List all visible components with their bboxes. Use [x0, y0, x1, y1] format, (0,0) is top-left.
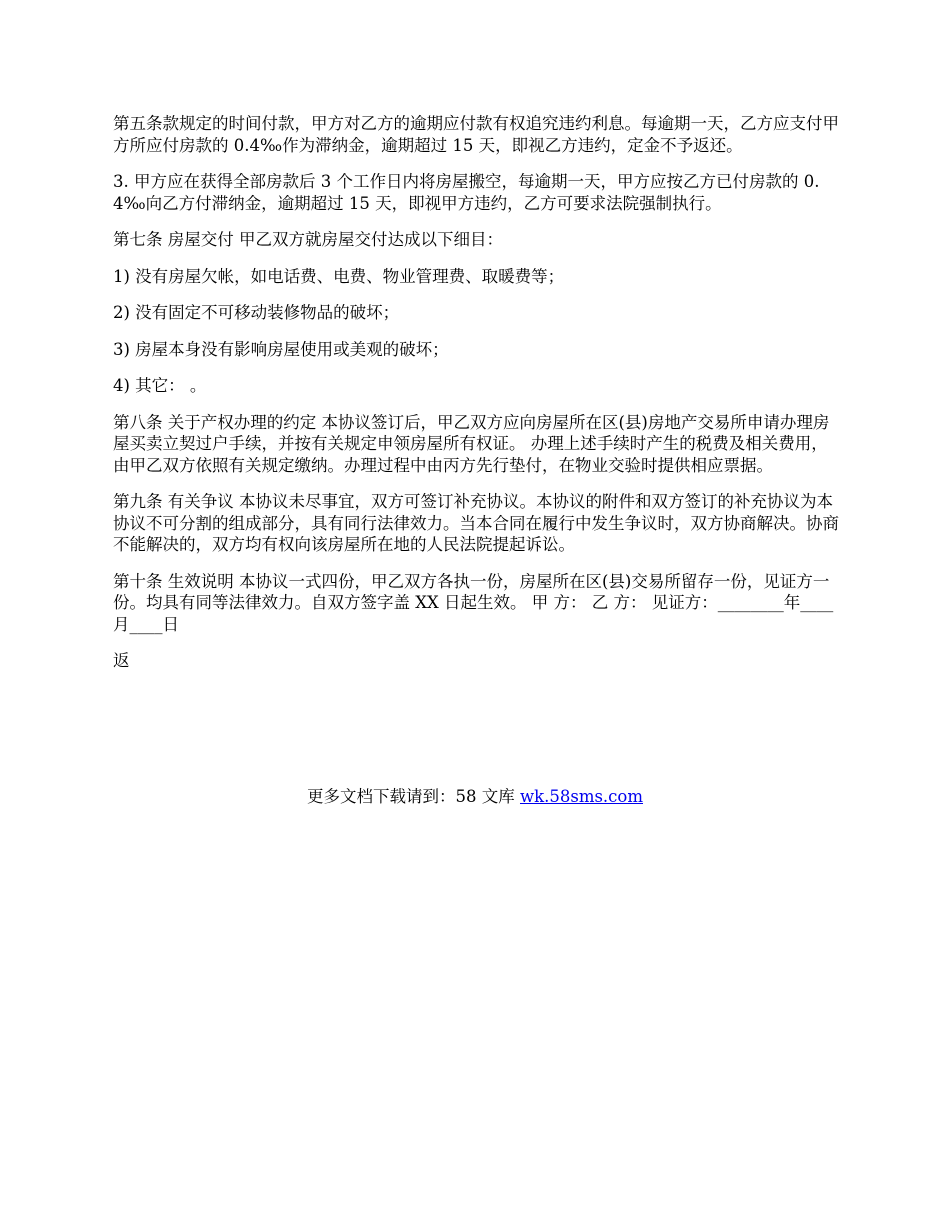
paragraph-vacate-house: 3. 甲方应在获得全部房款后 3 个工作日内将房屋搬空，每逾期一天，甲方应按乙方已付房款的 0.4‰向乙方付滞纳金，逾期超过 15 天，即视甲方违约，乙方可要求法院强制执行。	[113, 172, 820, 213]
paragraph-article-7-heading: 第七条 房屋交付 甲乙双方就房屋交付达成以下细目：	[113, 230, 503, 249]
paragraph-article-9: 第九条 有关争议 本协议未尽事宜，双方可签订补充协议。本协议的附件和双方签订的补充协议为本协议不可分割的组成部分，具有同行法律效力。当本合同在履行中发生争议时，双方协商解决。协商不能解决的，双方均有权向该房屋所在地的人民法院提起诉讼。	[113, 492, 839, 554]
footer	[0, 786, 950, 808]
list-item-other: 4) 其它： 。	[113, 376, 207, 395]
list-item-no-house-damage: 3) 房屋本身没有影响房屋使用或美观的破坏；	[113, 339, 449, 359]
document-body	[113, 113, 839, 687]
paragraph-article-10: 第十条 生效说明 本协议一式四份，甲乙双方各执一份，房屋所在区(县)交易所留存一份，见证方一份。均具有同等法律效力。自双方签字盖 XX 日起生效。 甲 方： 乙 方： 见证方：________年____月____日	[113, 571, 834, 634]
paragraph-article-8: 第八条 关于产权办理的约定 本协议签订后，甲乙双方应向房屋所在区(县)房地产交易所申请办理房屋买卖立契过户手续，并按有关规定申领房屋所有权证。 办理上述手续时产生的税费及相关费用，由甲乙双方依照有关规定缴纳。办理过程中由丙方先行垫付，在物业交验时提供相应票据。	[113, 412, 830, 475]
paragraph-trailing-fragment: 返	[113, 651, 130, 670]
footer-prefix-text: 更多文档下载请到：58 文库	[306, 787, 520, 806]
footer-link[interactable]: wk.58sms.com	[519, 787, 643, 806]
paragraph-payment-penalty: 第五条款规定的时间付款，甲方对乙方的逾期应付款有权追究违约利息。每逾期一天，乙方应支付甲方所应付房款的 0.4‰作为滞纳金，逾期超过 15 天，即视乙方违约，定金不予返还。	[113, 114, 839, 155]
list-item-no-arrears: 1) 没有房屋欠帐，如电话费、电费、物业管理费、取暖费等；	[113, 266, 565, 286]
list-item-no-fixture-damage: 2) 没有固定不可移动装修物品的破坏；	[113, 303, 400, 322]
